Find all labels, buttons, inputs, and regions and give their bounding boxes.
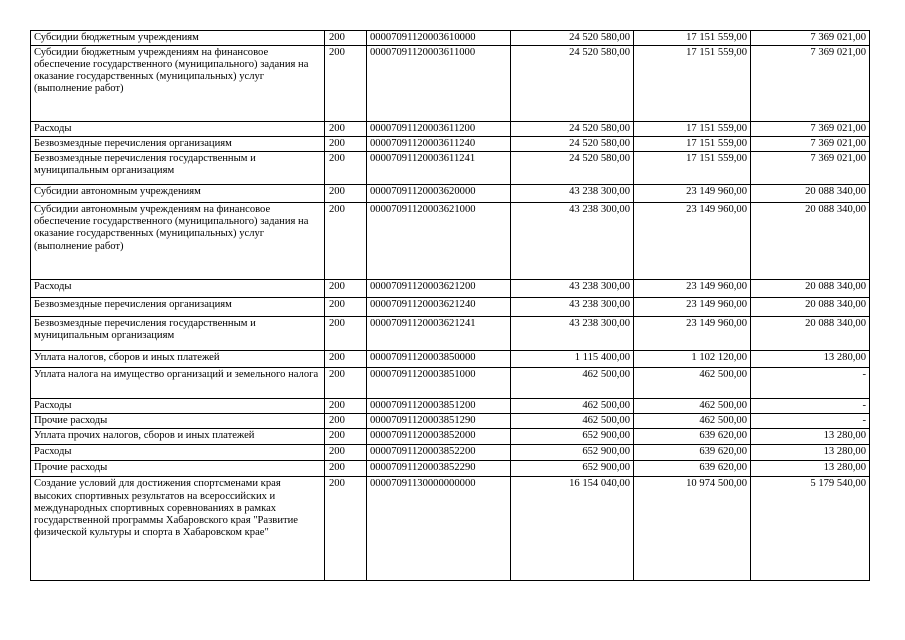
row-kbk: 00007091120003852000 <box>367 429 511 445</box>
row-executed: 17 151 559,00 <box>634 122 751 137</box>
row-kbk: 00007091120003620000 <box>367 185 511 203</box>
row-code: 200 <box>325 31 367 46</box>
row-code: 200 <box>325 445 367 461</box>
row-approved: 43 238 300,00 <box>511 317 634 351</box>
row-approved: 43 238 300,00 <box>511 203 634 280</box>
row-code: 200 <box>325 137 367 152</box>
row-unexecuted: - <box>751 414 870 429</box>
row-executed: 23 149 960,00 <box>634 317 751 351</box>
row-name: Уплата налога на имущество организаций и земельного налога <box>31 368 325 399</box>
row-kbk: 00007091120003611000 <box>367 46 511 122</box>
row-code: 200 <box>325 461 367 477</box>
row-code: 200 <box>325 351 367 368</box>
row-executed: 17 151 559,00 <box>634 137 751 152</box>
row-executed: 17 151 559,00 <box>634 31 751 46</box>
table-row <box>31 152 870 185</box>
table-row <box>31 203 870 280</box>
row-executed: 1 102 120,00 <box>634 351 751 368</box>
row-code: 200 <box>325 368 367 399</box>
row-unexecuted: 20 088 340,00 <box>751 185 870 203</box>
table-row <box>31 31 870 46</box>
budget-table <box>30 30 870 581</box>
row-name: Прочие расходы <box>31 414 325 429</box>
row-approved: 462 500,00 <box>511 414 634 429</box>
row-kbk: 00007091120003611200 <box>367 122 511 137</box>
row-approved: 24 520 580,00 <box>511 122 634 137</box>
row-kbk: 00007091120003621240 <box>367 298 511 317</box>
row-name: Прочие расходы <box>31 461 325 477</box>
table-row <box>31 351 870 368</box>
row-unexecuted: 7 369 021,00 <box>751 152 870 185</box>
table-row <box>31 368 870 399</box>
row-executed: 462 500,00 <box>634 399 751 414</box>
row-kbk: 00007091120003851000 <box>367 368 511 399</box>
row-approved: 652 900,00 <box>511 445 634 461</box>
row-kbk: 00007091120003851200 <box>367 399 511 414</box>
row-name: Субсидии бюджетным учреждениям на финансовое обеспечение государственного (муниципального) задания на оказание государственных (муниципальных) услуг (выполнение работ) <box>31 46 325 122</box>
table-row <box>31 399 870 414</box>
table-row <box>31 46 870 122</box>
row-approved: 462 500,00 <box>511 368 634 399</box>
row-unexecuted: 20 088 340,00 <box>751 280 870 298</box>
table-row <box>31 298 870 317</box>
row-unexecuted: 13 280,00 <box>751 445 870 461</box>
row-unexecuted: 7 369 021,00 <box>751 46 870 122</box>
row-approved: 462 500,00 <box>511 399 634 414</box>
table-row <box>31 122 870 137</box>
row-name: Создание условий для достижения спортсменами края высоких спортивных результатов на всероссийских и международных спортивных соревнованиях в рамках государственной программы Хабаровского края "Развитие физической культуры и спорта в Хабаровском крае" <box>31 477 325 581</box>
row-name: Субсидии автономным учреждениям <box>31 185 325 203</box>
table-row <box>31 317 870 351</box>
row-unexecuted: 13 280,00 <box>751 429 870 445</box>
row-code: 200 <box>325 203 367 280</box>
row-approved: 43 238 300,00 <box>511 298 634 317</box>
row-code: 200 <box>325 429 367 445</box>
row-approved: 1 115 400,00 <box>511 351 634 368</box>
row-unexecuted: 13 280,00 <box>751 461 870 477</box>
row-executed: 462 500,00 <box>634 414 751 429</box>
row-code: 200 <box>325 185 367 203</box>
row-unexecuted: 20 088 340,00 <box>751 317 870 351</box>
row-approved: 24 520 580,00 <box>511 46 634 122</box>
table-row <box>31 429 870 445</box>
row-unexecuted: 5 179 540,00 <box>751 477 870 581</box>
row-kbk: 00007091120003610000 <box>367 31 511 46</box>
row-kbk: 00007091120003851290 <box>367 414 511 429</box>
row-unexecuted: 7 369 021,00 <box>751 137 870 152</box>
row-name: Безвозмездные перечисления организациям <box>31 137 325 152</box>
row-kbk: 00007091120003621200 <box>367 280 511 298</box>
row-unexecuted: 7 369 021,00 <box>751 122 870 137</box>
row-approved: 16 154 040,00 <box>511 477 634 581</box>
row-code: 200 <box>325 122 367 137</box>
row-kbk: 00007091120003611240 <box>367 137 511 152</box>
row-name: Уплата налогов, сборов и иных платежей <box>31 351 325 368</box>
row-kbk: 00007091120003621241 <box>367 317 511 351</box>
row-code: 200 <box>325 298 367 317</box>
table-row <box>31 280 870 298</box>
row-approved: 24 520 580,00 <box>511 31 634 46</box>
row-executed: 639 620,00 <box>634 461 751 477</box>
table-row <box>31 137 870 152</box>
row-unexecuted: - <box>751 399 870 414</box>
row-name: Безвозмездные перечисления государственным и муниципальным организациям <box>31 317 325 351</box>
row-name: Субсидии автономным учреждениям на финансовое обеспечение государственного (муниципального) задания на оказание государственных (муниципальных) услуг (выполнение работ) <box>31 203 325 280</box>
row-name: Расходы <box>31 280 325 298</box>
row-executed: 23 149 960,00 <box>634 203 751 280</box>
row-executed: 17 151 559,00 <box>634 152 751 185</box>
row-name: Уплата прочих налогов, сборов и иных платежей <box>31 429 325 445</box>
row-executed: 10 974 500,00 <box>634 477 751 581</box>
table-row <box>31 414 870 429</box>
row-executed: 17 151 559,00 <box>634 46 751 122</box>
row-kbk: 00007091120003852200 <box>367 445 511 461</box>
row-unexecuted: 20 088 340,00 <box>751 298 870 317</box>
row-unexecuted: - <box>751 368 870 399</box>
row-approved: 652 900,00 <box>511 461 634 477</box>
table-row <box>31 445 870 461</box>
row-code: 200 <box>325 46 367 122</box>
row-approved: 43 238 300,00 <box>511 280 634 298</box>
table-row <box>31 461 870 477</box>
row-code: 200 <box>325 280 367 298</box>
row-kbk: 00007091130000000000 <box>367 477 511 581</box>
row-executed: 23 149 960,00 <box>634 298 751 317</box>
row-name: Расходы <box>31 399 325 414</box>
row-executed: 23 149 960,00 <box>634 280 751 298</box>
table-row <box>31 477 870 581</box>
row-unexecuted: 13 280,00 <box>751 351 870 368</box>
row-code: 200 <box>325 399 367 414</box>
table-body <box>31 31 870 581</box>
row-name: Субсидии бюджетным учреждениям <box>31 31 325 46</box>
row-code: 200 <box>325 477 367 581</box>
row-executed: 639 620,00 <box>634 429 751 445</box>
row-name: Безвозмездные перечисления государственным и муниципальным организациям <box>31 152 325 185</box>
row-unexecuted: 20 088 340,00 <box>751 203 870 280</box>
row-name: Расходы <box>31 445 325 461</box>
row-executed: 462 500,00 <box>634 368 751 399</box>
row-executed: 639 620,00 <box>634 445 751 461</box>
row-kbk: 00007091120003852290 <box>367 461 511 477</box>
table-row <box>31 185 870 203</box>
row-name: Расходы <box>31 122 325 137</box>
row-approved: 24 520 580,00 <box>511 137 634 152</box>
row-approved: 24 520 580,00 <box>511 152 634 185</box>
row-name: Безвозмездные перечисления организациям <box>31 298 325 317</box>
row-unexecuted: 7 369 021,00 <box>751 31 870 46</box>
row-approved: 43 238 300,00 <box>511 185 634 203</box>
row-kbk: 00007091120003850000 <box>367 351 511 368</box>
row-executed: 23 149 960,00 <box>634 185 751 203</box>
row-kbk: 00007091120003611241 <box>367 152 511 185</box>
row-code: 200 <box>325 152 367 185</box>
row-code: 200 <box>325 414 367 429</box>
row-code: 200 <box>325 317 367 351</box>
row-approved: 652 900,00 <box>511 429 634 445</box>
row-kbk: 00007091120003621000 <box>367 203 511 280</box>
